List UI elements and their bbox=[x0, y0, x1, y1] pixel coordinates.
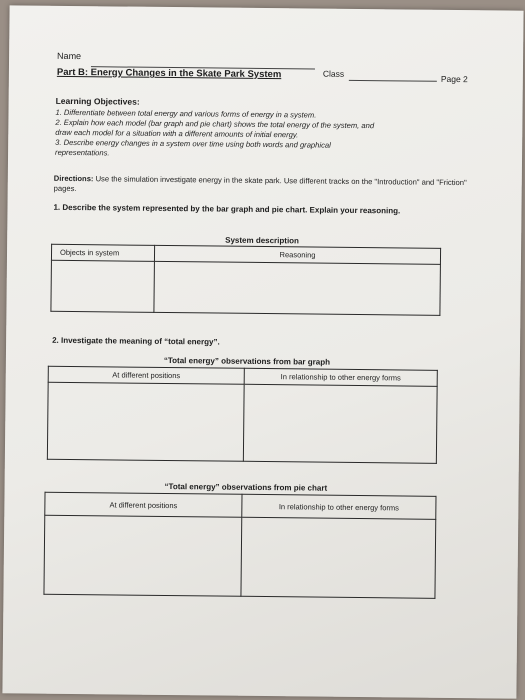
worksheet-page bbox=[2, 5, 523, 698]
directions bbox=[54, 174, 484, 199]
system-description-title: System description bbox=[225, 235, 300, 246]
bar-relationship-answer-cell[interactable] bbox=[243, 384, 437, 463]
objective-3: 3. Describe energy changes in a system over time using both words and graphical bbox=[55, 137, 331, 150]
bar-positions-answer-cell[interactable] bbox=[47, 382, 244, 461]
pie-col-positions: At different positions bbox=[45, 492, 242, 517]
name-label: Name bbox=[57, 50, 82, 62]
bar-graph-table bbox=[47, 366, 438, 464]
objects-answer-cell[interactable] bbox=[51, 260, 155, 312]
class-line bbox=[349, 80, 437, 82]
pie-chart-table-title: “Total energy” observations from pie chart bbox=[164, 481, 328, 493]
bar-graph-table-title: “Total energy” observations from bar graph bbox=[163, 355, 331, 367]
page-number: Page 2 bbox=[440, 73, 468, 85]
objectives-title: Learning Objectives: bbox=[55, 95, 140, 107]
pie-col-relationship: In relationship to other energy forms bbox=[242, 494, 436, 519]
directions-text: Use the simulation investigate energy in the skate park. Use different tracks on the "Introduction" and "Friction" pages. bbox=[53, 174, 467, 194]
reasoning-answer-cell[interactable] bbox=[154, 261, 441, 315]
objective-2: 2. Explain how each model (bar graph and pie chart) shows the total energy of the system, and bbox=[55, 117, 375, 131]
pie-positions-answer-cell[interactable] bbox=[44, 515, 242, 596]
system-description-table bbox=[50, 244, 441, 316]
objective-2-cont: draw each model for a situation with a different amounts of initial energy. bbox=[55, 127, 299, 140]
objective-3-cont: representations. bbox=[55, 147, 110, 158]
directions-label: Directions: bbox=[53, 173, 94, 184]
part-title: Part B: Energy Changes in the Skate Park System bbox=[56, 66, 282, 81]
col-reasoning: Reasoning bbox=[154, 245, 440, 264]
question-2: 2. Investigate the meaning of “total energy”. bbox=[52, 335, 220, 347]
question-1: 1. Describe the system represented by the bar graph and pie chart. Explain your reasoning. bbox=[53, 202, 401, 216]
class-label: Class bbox=[322, 68, 345, 79]
col-objects-in-system: Objects in system bbox=[51, 244, 154, 261]
bar-col-relationship: In relationship to other energy forms bbox=[244, 368, 437, 386]
pie-chart-table bbox=[43, 492, 436, 599]
objective-1: 1. Differentiate between total energy and various forms of energy in a system. bbox=[55, 107, 317, 120]
bar-col-positions: At different positions bbox=[48, 366, 244, 384]
pie-relationship-answer-cell[interactable] bbox=[241, 517, 436, 598]
